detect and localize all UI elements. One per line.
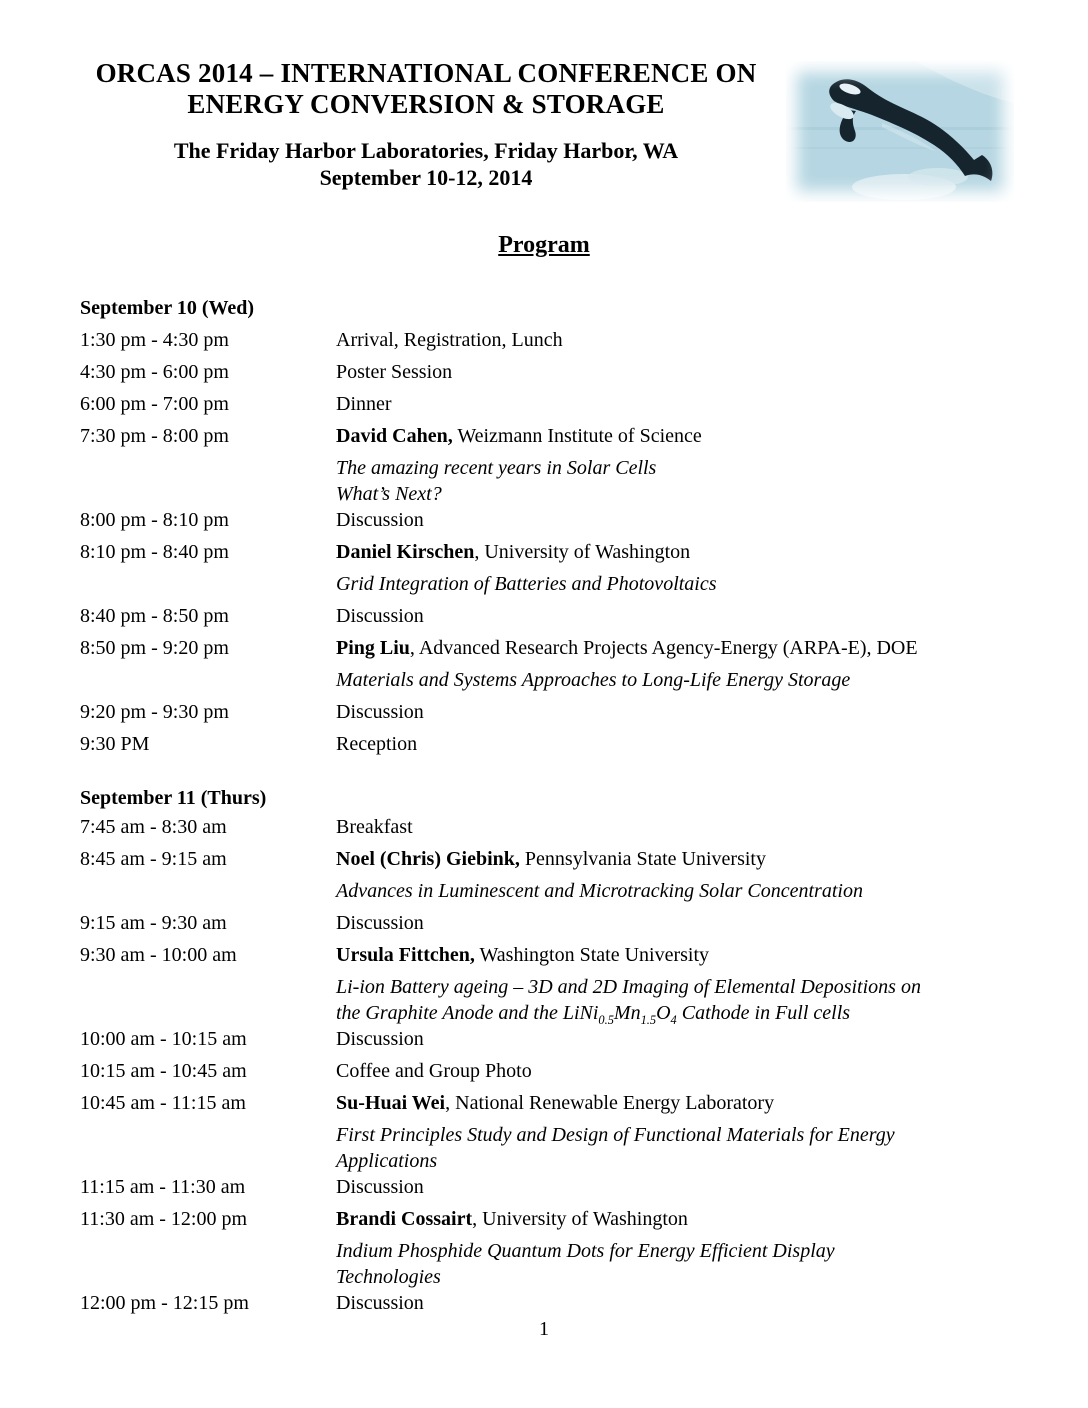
speaker-name: David Cahen, <box>336 425 453 447</box>
event-description: Breakfast <box>336 816 413 838</box>
venue-line: The Friday Harbor Laboratories, Friday Harbor, WA <box>173 138 679 163</box>
venue-block <box>80 137 772 191</box>
event-description: Noel (Chris) Giebink, Pennsylvania State University <box>336 848 766 870</box>
event-time: 9:20 pm - 9:30 pm <box>80 701 229 723</box>
schedule-row <box>80 1090 1020 1116</box>
event-description: Ursula Fittchen, Washington State University <box>336 944 710 966</box>
event-time: 10:45 am - 11:15 am <box>80 1092 246 1114</box>
schedule-row <box>80 846 1020 872</box>
speaker-name: Daniel Kirschen <box>336 541 475 563</box>
page-number: 1 <box>539 1318 549 1340</box>
event-time: 11:30 am - 12:00 pm <box>80 1208 248 1230</box>
schedule-row <box>80 1206 1020 1232</box>
program-section <box>80 785 1020 1316</box>
schedule-row <box>80 1058 1020 1084</box>
program-heading: Program <box>498 232 590 258</box>
event-description: Coffee and Group Photo <box>336 1060 532 1082</box>
talk-title-row <box>80 1122 1020 1174</box>
schedule-row <box>80 910 1020 936</box>
event-description: Su-Huai Wei, National Renewable Energy Laboratory <box>336 1092 775 1114</box>
talk-title-row <box>80 878 1020 904</box>
event-description: Discussion <box>336 1292 424 1314</box>
event-time: 1:30 pm - 4:30 pm <box>80 329 229 351</box>
schedule-row <box>80 814 1020 840</box>
event-time <box>80 455 336 507</box>
event-time <box>80 878 336 904</box>
event-description: Discussion <box>336 1028 424 1050</box>
event-time <box>80 571 336 597</box>
event-description: Discussion <box>336 912 424 934</box>
event-time <box>80 974 336 1026</box>
event-description: Arrival, Registration, Lunch <box>336 329 563 351</box>
talk-title-row <box>80 667 1020 693</box>
event-description: Reception <box>336 733 418 755</box>
talk-title: Advances in Luminescent and Microtracking Solar Concentration <box>336 880 863 902</box>
talk-title: Indium Phosphide Quantum Dots for Energy Efficient Display Technologies <box>336 1240 835 1288</box>
event-time: 8:10 pm - 8:40 pm <box>80 541 229 563</box>
schedule-row <box>80 539 1020 565</box>
talk-title: Li-ion Battery ageing – 3D and 2D Imaging of Elemental Depositions on the Graphite Anode and the $LiNi_{0.5}Mn_{1.5}O_4$ Cathode in Full cells <box>336 976 921 1027</box>
program-section <box>80 295 1020 757</box>
orca-whale-image <box>786 61 1014 202</box>
conference-title-line1: ORCAS 2014 – INTERNATIONAL CONFERENCE ON <box>95 58 757 88</box>
event-time: 11:15 am - 11:30 am <box>80 1176 246 1198</box>
schedule-row <box>80 507 1020 533</box>
event-time: 8:40 pm - 8:50 pm <box>80 605 229 627</box>
talk-title: First Principles Study and Design of Functional Materials for Energy Applications <box>336 1124 895 1172</box>
schedule-row <box>80 942 1020 968</box>
speaker-name: Noel (Chris) Giebink, <box>336 848 520 870</box>
section-header: September 10 (Wed) <box>80 297 255 319</box>
event-time <box>80 1238 336 1290</box>
schedule-row <box>80 327 1020 353</box>
event-time: 6:00 pm - 7:00 pm <box>80 393 229 415</box>
schedule-row <box>80 359 1020 385</box>
talk-title: The amazing recent years in Solar Cells What’s Next? <box>336 457 657 505</box>
event-description: Daniel Kirschen, University of Washington <box>336 541 691 563</box>
schedule-row <box>80 731 1020 757</box>
conference-title <box>80 58 772 120</box>
title-block <box>80 58 772 191</box>
talk-title-row <box>80 1238 1020 1290</box>
talk-title-row <box>80 974 1020 1026</box>
event-time: 7:45 am - 8:30 am <box>80 816 227 838</box>
event-description: Discussion <box>336 1176 424 1198</box>
section-header: September 11 (Thurs) <box>80 787 267 809</box>
event-description: Discussion <box>336 509 424 531</box>
speaker-name: Brandi Cossairt <box>336 1208 473 1230</box>
event-time: 10:15 am - 10:45 am <box>80 1060 247 1082</box>
event-time: 9:30 PM <box>80 733 150 755</box>
event-time <box>80 667 336 693</box>
event-description: David Cahen, Weizmann Institute of Science <box>336 425 702 447</box>
event-time: 9:30 am - 10:00 am <box>80 944 237 966</box>
event-description: Poster Session <box>336 361 453 383</box>
event-time: 12:00 pm - 12:15 pm <box>80 1292 249 1314</box>
event-time: 10:00 am - 10:15 am <box>80 1028 247 1050</box>
dates-line: September 10-12, 2014 <box>319 165 533 190</box>
schedule-row <box>80 1290 1020 1316</box>
talk-title: Grid Integration of Batteries and Photovoltaics <box>336 573 717 595</box>
event-time <box>80 1122 336 1174</box>
event-description: Brandi Cossairt, University of Washington <box>336 1208 688 1230</box>
document-header <box>0 0 1088 202</box>
event-description: Discussion <box>336 605 424 627</box>
event-time: 4:30 pm - 6:00 pm <box>80 361 229 383</box>
schedule-row <box>80 1026 1020 1052</box>
event-time: 8:00 pm - 8:10 pm <box>80 509 229 531</box>
event-time: 7:30 pm - 8:00 pm <box>80 425 229 447</box>
event-description: Dinner <box>336 393 392 415</box>
talk-title-row <box>80 455 1020 507</box>
schedule-row <box>80 391 1020 417</box>
orca-photo <box>786 61 1014 202</box>
conference-title-line2: ENERGY CONVERSION & STORAGE <box>187 89 665 119</box>
schedule-row <box>80 699 1020 725</box>
event-time: 9:15 am - 9:30 am <box>80 912 227 934</box>
schedule-row <box>80 1174 1020 1200</box>
speaker-name: Ursula Fittchen, <box>336 944 475 966</box>
speaker-name: Ping Liu <box>336 637 410 659</box>
schedule-row <box>80 423 1020 449</box>
schedule-row <box>80 603 1020 629</box>
event-time: 8:45 am - 9:15 am <box>80 848 227 870</box>
event-description: Discussion <box>336 701 424 723</box>
program-body <box>80 295 1020 1316</box>
event-description: Ping Liu, Advanced Research Projects Agency-Energy (ARPA-E), DOE <box>336 637 918 659</box>
schedule-row <box>80 635 1020 661</box>
event-time: 8:50 pm - 9:20 pm <box>80 637 229 659</box>
talk-title-row <box>80 571 1020 597</box>
talk-title: Materials and Systems Approaches to Long-Life Energy Storage <box>336 669 851 691</box>
speaker-name: Su-Huai Wei <box>336 1092 446 1114</box>
